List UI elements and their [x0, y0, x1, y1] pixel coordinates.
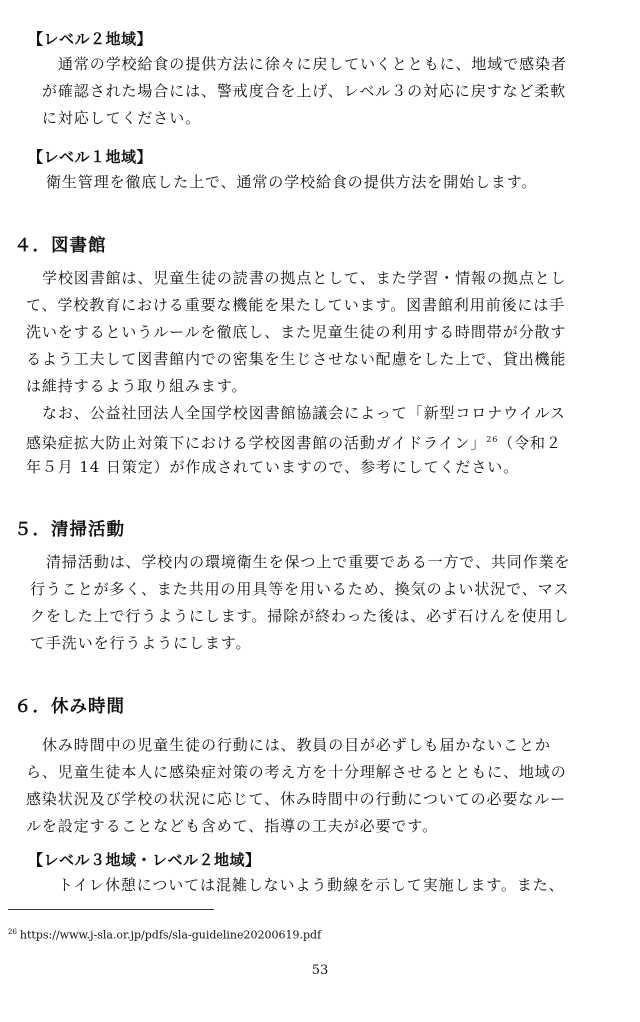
paragraph-line: て、学校教育における重要な機能を果たしています。図書館利用前後には手	[26, 296, 566, 314]
level-3-2-label: 【レベル３地域・レベル２地域】	[28, 851, 261, 869]
paragraph-line: なお、公益社団法人全国学校図書館協議会によって「新型コロナウイルス	[42, 404, 566, 422]
paragraph-line	[26, 430, 562, 453]
paragraph-line: 休み時間中の児童生徒の行動には、教員の目が必ずしも届かないことか	[42, 736, 551, 754]
paragraph-line: 清掃活動は、学校内の環境衛生を保つ上で重要である一方で、共同作業を	[46, 553, 571, 571]
paragraph-line: 行うことが多く、また共用の用具等を用いるため、換気のよい状況で、マス	[30, 580, 570, 598]
section-heading-break-time: ６．休み時間	[14, 697, 125, 717]
footnote-number: 26	[8, 928, 17, 936]
level-1-label: 【レベル１地域】	[28, 148, 153, 166]
paragraph-line: が確認された場合には、警戒度合を上げ、レベル３の対応に戻すなど柔軟	[42, 82, 567, 100]
paragraph-line: 感染状況及び学校の状況に応じて、休み時間中の行動についての必要なルー	[26, 790, 567, 808]
paragraph-line: トイレ休憩については混雑しないよう動線を示して実施します。また、	[58, 876, 565, 894]
paragraph-line: 洗いをするというルールを徹底し、また児童生徒の利用する時間帯が分散す	[26, 323, 567, 341]
paragraph-line: は維持するよう取り組みます。	[26, 377, 248, 395]
footnote-divider	[8, 909, 214, 910]
paragraph-line: クをした上で行うようにします。掃除が終わった後は、必ず石けんを使用し	[30, 607, 570, 625]
paragraph-line: て手洗いを行うようにします。	[30, 634, 252, 652]
paragraph-text: （令和２	[498, 434, 562, 452]
paragraph-line: るよう工夫して図書館内での密集を生じさせない配慮をした上で、貸出機能	[26, 350, 567, 368]
level-2-label: 【レベル２地域】	[28, 30, 153, 48]
footnote-url[interactable]: https://www.j-sla.or.jp/pdfs/sla-guideline20200619.pdf	[19, 928, 322, 942]
footnote-reference: 26	[486, 435, 499, 444]
paragraph-line: 年５月 14 日策定）が作成されていますので、参考にしてください。	[26, 458, 520, 476]
paragraph-line: 通常の学校給食の提供方法に徐々に戻していくとともに、地域で感染者	[58, 55, 567, 73]
paragraph-line: ルを設定することなども含めて、指導の工夫が必要です。	[26, 817, 438, 835]
guideline-title-text: 感染症拡大防止対策下における学校図書館の活動ガイドライン」	[26, 434, 487, 452]
paragraph-line: 衛生管理を徹底した上で、通常の学校給食の提供方法を開始します。	[46, 173, 538, 191]
section-heading-cleaning: ５．清掃活動	[14, 520, 125, 540]
section-heading-library: ４．図書館	[14, 236, 107, 256]
paragraph-line: ら、児童生徒本人に感染症対策の考え方を十分理解させるとともに、地域の	[26, 763, 567, 781]
paragraph-line: に対応してください。	[42, 109, 202, 127]
page-number: 53	[311, 963, 329, 978]
footnote	[8, 928, 321, 942]
paragraph-line: 学校図書館は、児童生徒の読書の拠点として、また学習・情報の拠点とし	[42, 269, 567, 287]
